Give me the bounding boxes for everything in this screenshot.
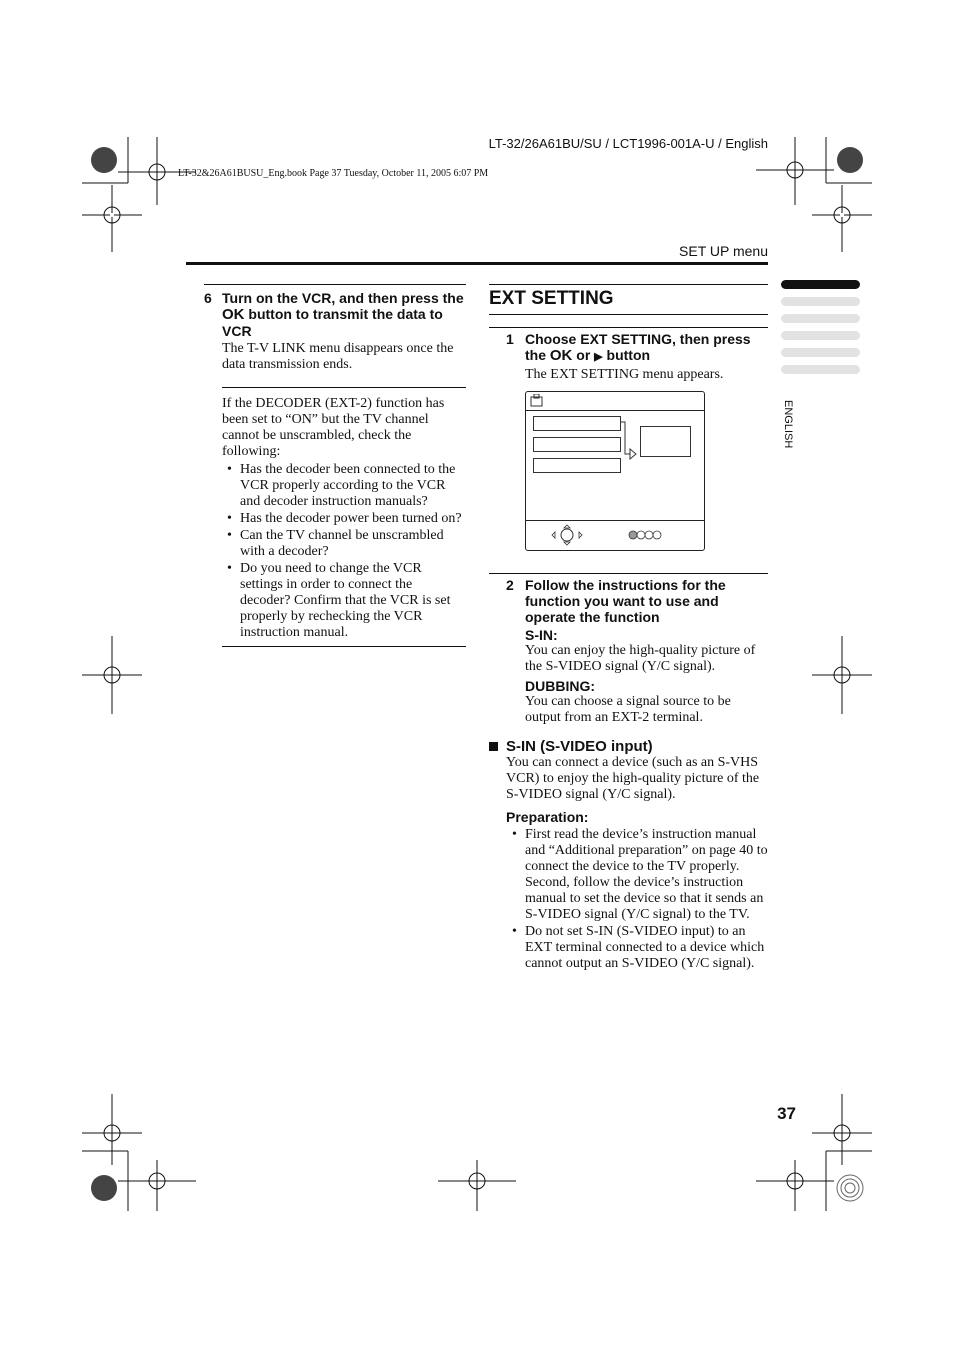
preparation-label: Preparation: — [506, 809, 589, 825]
step-body: The EXT SETTING menu appears. — [525, 367, 724, 382]
menu-item-box — [533, 437, 621, 452]
language-label: ENGLISH — [782, 400, 794, 449]
tab — [781, 331, 860, 340]
ext-setting-menu-illustration — [525, 391, 705, 551]
menu-icon — [530, 394, 544, 408]
menu-item-box — [533, 416, 621, 431]
submenu-connector — [620, 420, 640, 460]
section-title: SET UP menu — [679, 243, 768, 259]
note-box — [222, 387, 466, 647]
step-body: The T-V LINK menu disappears once the data transmission ends. — [222, 341, 454, 372]
step-title-part: or — [576, 347, 591, 363]
document-code: LT-32/26A61BU/SU / LCT1996-001A-U / English — [488, 136, 768, 151]
note-intro: If the DECODER (EXT-2) function has been set to “ON” but the TV channel cannot be unscrambled, check the following: — [222, 396, 445, 459]
book-info: LT-32&26A61BUSU_Eng.book Page 37 Tuesday, October 11, 2005 6:07 PM — [178, 168, 489, 179]
preparation-bullets — [489, 827, 768, 972]
navigation-pad-icon — [550, 524, 584, 546]
step-title-part: Turn on the VCR, and then press the — [222, 290, 464, 306]
ok-icon: OK — [222, 306, 245, 323]
step-1 — [489, 327, 768, 551]
tab — [781, 348, 860, 357]
left-column — [204, 284, 466, 647]
step-title — [204, 290, 466, 339]
step-title-text: Follow the instructions for the function you want to use and operate the function — [525, 577, 726, 625]
ext-setting-heading: EXT SETTING — [489, 284, 768, 315]
ok-icon: OK — [549, 347, 573, 364]
header-rule — [186, 262, 768, 265]
color-buttons-icon — [628, 530, 668, 542]
list-item: • Can the TV channel be unscrambled with a decoder? — [222, 528, 466, 560]
square-bullet-icon — [489, 742, 498, 751]
dubbing-label: DUBBING: — [525, 678, 595, 694]
step-title-part: button — [606, 347, 651, 363]
step-2 — [489, 573, 768, 726]
list-item: • Has the decoder power been turned on? — [222, 511, 466, 527]
s-in-section-body: You can connect a device (such as an S-VHS VCR) to enjoy the high-quality picture of the S-VIDEO signal (Y/C signal). — [506, 755, 760, 802]
tab — [781, 365, 860, 374]
side-tabs — [781, 280, 860, 382]
s-in-label: S-IN: — [525, 627, 558, 643]
step-6 — [204, 284, 466, 373]
right-column — [489, 284, 768, 973]
step-title — [489, 577, 768, 625]
step-title — [489, 331, 768, 365]
s-in-section-heading — [489, 738, 768, 755]
dubbing-body: You can choose a signal source to be output from an EXT-2 terminal. — [525, 694, 731, 725]
tab — [781, 314, 860, 323]
menu-item-box — [533, 458, 621, 473]
list-item: • First read the device’s instruction manual and “Additional preparation” on page 40 to connect the device to the TV properly. Second, follow the device’s instruction manual to set the device so that it sends an S-VIDEO signal (Y/C signal) to the TV. — [507, 827, 768, 923]
list-item: • Do not set S-IN (S-VIDEO input) to an EXT terminal connected to a device which cannot output an S-VIDEO (Y/C signal). — [507, 924, 768, 972]
list-item: • Has the decoder been connected to the VCR properly according to the VCR and decoder instruction manuals? — [222, 462, 466, 510]
s-in-body: You can enjoy the high-quality picture of the S-VIDEO signal (Y/C signal). — [525, 643, 756, 674]
note-bullets — [222, 462, 466, 641]
step-number: 2 — [506, 577, 514, 593]
submenu-box — [640, 426, 691, 457]
step-title-part: Choose EXT SETTING, then press the — [525, 331, 751, 363]
step-title-part: button to transmit the data to VCR — [222, 306, 443, 339]
s-in-heading-text: S-IN (S-VIDEO input) — [506, 738, 653, 755]
page-number: 37 — [777, 1104, 796, 1123]
step-number: 1 — [506, 331, 514, 347]
tab — [781, 297, 860, 306]
tab-current — [781, 280, 860, 289]
list-item: • Do you need to change the VCR settings in order to connect the decoder? Confirm that the VCR is set properly by rechecking the VCR instruction manual. — [222, 561, 466, 641]
right-arrow-icon: ▶ — [594, 351, 603, 363]
step-number: 6 — [204, 290, 212, 306]
